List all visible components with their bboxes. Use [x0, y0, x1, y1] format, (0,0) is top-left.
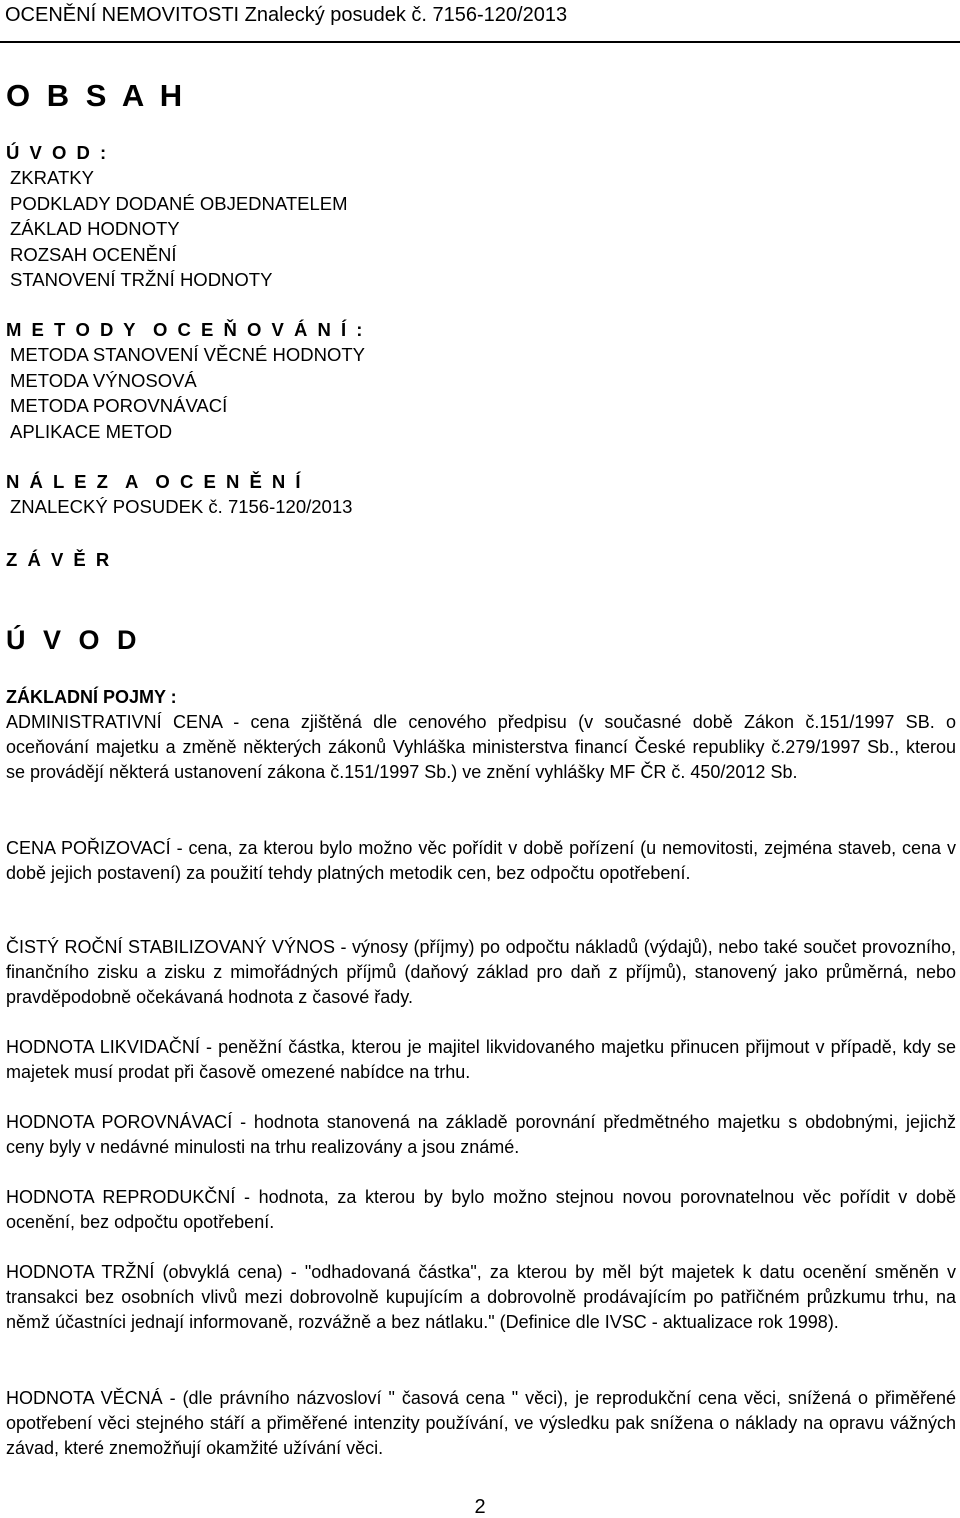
header-rule	[0, 41, 960, 43]
definition-paragraph: CENA POŘIZOVACÍ - cena, za kterou bylo možno věc pořídit v době pořízení (u nemovitosti, zejména staveb, cena v době jejich postavení) za použití tehdy platných metodik cen, bez odpočtu opotřebení.	[6, 838, 956, 883]
toc-item: ZÁKLAD HODNOTY	[10, 218, 180, 239]
toc-section-zaver	[6, 548, 946, 572]
toc-item: ZNALECKÝ POSUDEK č. 7156-120/2013	[10, 496, 353, 517]
toc-section-heading: Ú V O D :	[6, 142, 109, 163]
definition-paragraph: HODNOTA REPRODUKČNÍ - hodnota, za kterou by bylo možno stejnou novou porovnatelnou věc pořídit v době ocenění, bez odpočtu opotřebení.	[6, 1187, 956, 1232]
toc-item: METODA STANOVENÍ VĚCNÉ HODNOTY	[10, 344, 365, 365]
definition-paragraph: ADMINISTRATIVNÍ CENA - cena zjištěná dle cenového předpisu (v současné době Zákon č.151/1997 SB. o oceňování majetku a změně některých zákonů Vyhláška ministerstva financí České republiky č.279/1997 Sb., kterou se provádějí některá ustanovení zákona č.151/1997 Sb.) ve znění vyhlášky MF ČR č. 450/2012 Sb.	[6, 712, 956, 782]
running-header: OCENĚNÍ NEMOVITOSTI Znalecký posudek č. 7156-120/2013	[5, 4, 568, 26]
toc-item: PODKLADY DODANÉ OBJEDNATELEM	[10, 192, 348, 214]
toc-section-uvod	[6, 141, 946, 293]
toc-item: ZKRATKY	[10, 167, 94, 188]
toc-section-heading: Z Á V Ě R	[6, 549, 112, 570]
toc-section-metody	[6, 318, 946, 444]
definition-paragraph: HODNOTA LIKVIDAČNÍ - peněžní částka, kterou je majitel likvidovaného majetku přinucen přijmout v případě, kdy se majetek musí prodat při časově omezené nabídce na trhu.	[6, 1037, 956, 1082]
toc-item: ROZSAH OCENĚNÍ	[10, 243, 177, 265]
page-number: 2	[474, 1496, 486, 1518]
toc-item: METODA POROVNÁVACÍ	[10, 395, 228, 416]
toc-item: APLIKACE METOD	[10, 420, 173, 442]
subheading-basic-terms: ZÁKLADNÍ POJMY :	[6, 687, 177, 707]
toc-title: O B S A H	[6, 78, 187, 113]
toc-item: STANOVENÍ TRŽNÍ HODNOTY	[10, 269, 273, 290]
section-heading-uvod: Ú V O D	[6, 625, 142, 655]
definition-paragraph: HODNOTA POROVNÁVACÍ - hodnota stanovená na základě porovnání předmětného majetku s obdobnými, jejichž ceny byly v nedávné minulosti na trhu realizovány a jsou známé.	[6, 1112, 956, 1157]
definition-paragraph: ČISTÝ ROČNÍ STABILIZOVANÝ VÝNOS - výnosy (příjmy) po odpočtu nákladů (výdajů), nebo také součet provozního, finančního zisku a zisku z mimořádných příjmů (daňový základ pro daň z příjmů), stanovený jako průměrná, nebo pravděpodobně očekávaná hodnota z časové řady.	[6, 937, 956, 1007]
toc-section-heading: M E T O D Y O C E Ň O V Á N Í :	[6, 319, 365, 340]
definition-paragraph: HODNOTA TRŽNÍ (obvyklá cena) - "odhadovaná částka", za kterou by měl být majetek k datu ocenění směněn v transakci bez osobních vlivů mezi dobrovolně kupujícím a dobrovolně prodávajícím po patřičném průzkumu trhu, na němž účastníci jednají informovaně, rozvážně a bez nátlaku." (Definice dle IVSC - aktualizace rok 1998).	[6, 1262, 956, 1332]
definition-paragraph: HODNOTA VĚCNÁ - (dle právního názvosloví " časová cena " věci), je reprodukční cena věci, snížená o přiměřené opotřebení věci stejného stáří a přiměřené intenzity používání, ve výsledku pak snížena o náklady na opravu vážných závad, které znemožňují okamžité užívání věci.	[6, 1388, 956, 1458]
toc-item: METODA VÝNOSOVÁ	[10, 369, 197, 391]
toc-section-heading: N Á L E Z A O C E N Ě N Í	[6, 471, 304, 492]
toc-section-nalez	[6, 470, 946, 520]
